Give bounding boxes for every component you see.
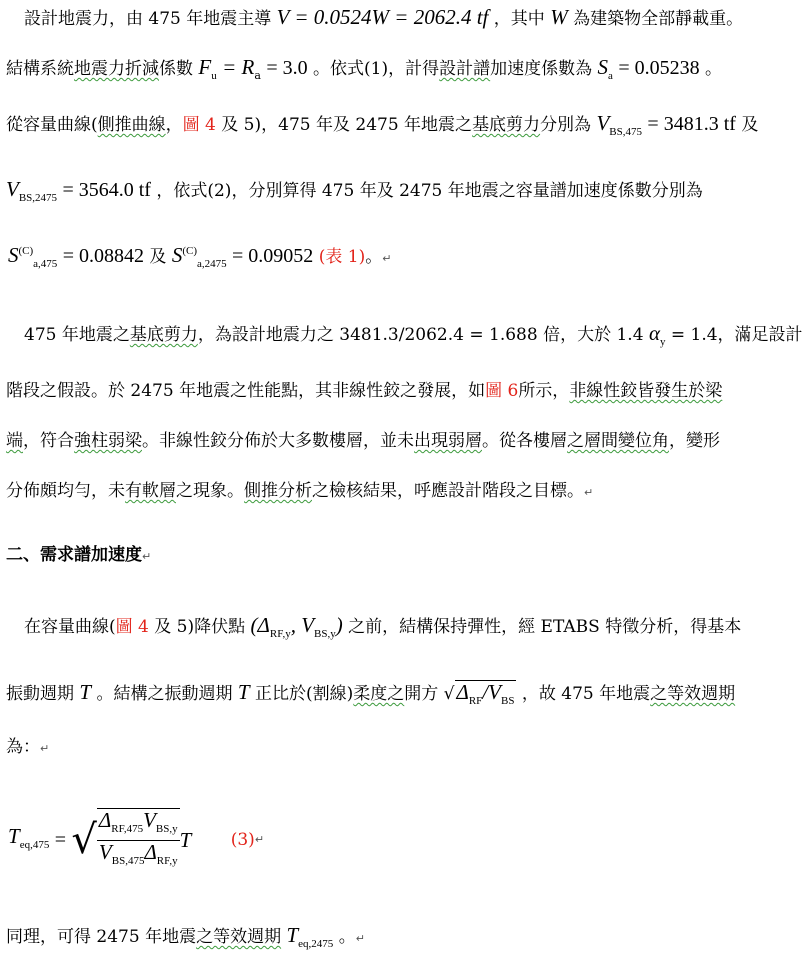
text-span: 。非線性鉸分佈於大多數樓層，並未 [142, 431, 414, 451]
paragraph-line [8, 240, 767, 275]
text-span: 為： [6, 737, 40, 757]
sqrt-expression: $√\Delta_{RF}/V_{BS}$ [444, 684, 517, 704]
text-span: 係數 [159, 59, 193, 79]
math-subscript: BS,2475 [18, 192, 58, 204]
spellcheck-underlined-text: 側推曲線 [97, 115, 166, 135]
equation: = [54, 829, 67, 851]
text-span: 之前，結構保持彈性，經 ETABS 特徵分析，得基本 [348, 617, 742, 637]
spellcheck-underlined-text: 出現弱層 [414, 431, 482, 451]
text-span: 。依式(1)，計得 [313, 59, 440, 79]
math-symbol: T [8, 823, 20, 848]
text-span: 。結構之振動週期 [96, 684, 233, 704]
spellcheck-underlined-text: 基底剪力 [129, 325, 198, 345]
paragraph-mark: ↵ [40, 742, 50, 755]
text-span: 。 [705, 59, 723, 79]
paragraph-line [6, 430, 767, 452]
paragraph-mark: ↵ [254, 833, 265, 846]
text-span: 及 5)降伏點 [154, 617, 246, 637]
text-span: ，變形 [669, 431, 720, 451]
math-symbol: Δ [456, 680, 469, 704]
equation: = 3.0 [266, 57, 308, 79]
paragraph-mark: ↵ [142, 550, 152, 563]
text-span: 。 [365, 247, 383, 267]
math-superscript: (C) [182, 245, 197, 257]
spellcheck-underlined-text: 有軟層 [125, 481, 176, 501]
text-span: 分佈頗均勻，未 [6, 481, 125, 501]
spellcheck-underlined-text: 之等效週期 [196, 927, 282, 947]
paragraph-line [24, 6, 767, 30]
math-subscript: BS,y [314, 628, 336, 640]
paragraph-mark: ↵ [584, 486, 594, 499]
text-span: 在容量曲線( [24, 617, 116, 637]
math-symbol: Δ [98, 808, 112, 832]
spellcheck-underlined-text: 設計譜 [439, 59, 491, 79]
text-span: 之檢核結果，呼應設計階段之目標。 [312, 481, 584, 501]
text-span: 階段之假設。於 2475 年地震之性能點，其非線性鉸之發展，如 [6, 381, 486, 401]
text-span: = 1.4，滿足設計 [670, 325, 803, 345]
math-subscript: eq,2475 [298, 938, 334, 950]
math-symbol: T [179, 828, 192, 852]
text-span: ，為設計地震力之 3481.3/2062.4 = 1.688 倍，大於 1.4 [197, 325, 644, 345]
text-span: 所示， [518, 381, 570, 401]
sqrt-sign: √ [71, 817, 97, 863]
math-symbol: S [8, 243, 19, 267]
figure-reference-link[interactable]: 圖 4 [182, 115, 216, 135]
text-span: 及 [149, 247, 167, 267]
equation-number: (3) [230, 830, 255, 850]
paragraph-line [24, 321, 803, 353]
text-span: 及 [741, 115, 759, 135]
figure-reference-link[interactable]: 圖 4 [115, 617, 149, 637]
paragraph-line [6, 680, 767, 712]
paragraph-line [6, 56, 767, 87]
math-symbol: V [98, 840, 112, 864]
equation: = 0.05238 [618, 57, 700, 79]
math-symbol: V [596, 111, 610, 135]
math-symbol: /V [482, 680, 501, 704]
math-subscript: u [211, 70, 217, 82]
math-subscript: a,2475 [196, 258, 227, 270]
text-span: ， [165, 115, 183, 135]
text-span: 。 [338, 927, 356, 947]
math-subscript: RF [468, 695, 483, 707]
paragraph-mark: ↵ [355, 932, 365, 945]
spellcheck-underlined-text: 基底剪力 [472, 115, 541, 135]
section-heading [6, 544, 767, 568]
text-span: 分別為 [540, 115, 592, 135]
math-symbol: V [143, 808, 156, 832]
math-symbol: S [597, 55, 609, 79]
math-subscript: RF,y [156, 855, 178, 867]
math-subscript: BS [500, 695, 515, 707]
math-symbol: (Δ [250, 613, 270, 637]
math-subscript: RF,475 [111, 823, 144, 835]
paragraph-line [6, 178, 767, 209]
math-subscript: a [254, 69, 261, 82]
paragraph-line [6, 380, 767, 402]
math-subscript: BS,475 [609, 126, 643, 138]
math-subscript: y [659, 336, 666, 348]
math-symbol: α [648, 321, 660, 345]
text-span: 同理，可得 2475 年地震 [6, 927, 197, 947]
math-subscript: BS,y [155, 823, 178, 835]
spellcheck-underlined-text: 側推分析 [244, 481, 312, 501]
paragraph-line [6, 736, 767, 760]
math-subscript: eq,475 [19, 838, 50, 851]
equation: V = 0.0524W = 2062.4 tf [276, 5, 489, 29]
spellcheck-underlined-text: 之層間變位角 [567, 431, 669, 451]
paragraph-mark: ↵ [382, 252, 392, 265]
spellcheck-underlined-text: 柔度之 [353, 684, 405, 704]
equation: = R [222, 55, 255, 79]
text-span: 之現象。 [176, 481, 244, 501]
text-span: 設計地震力，由 475 年地震主導 [24, 9, 272, 29]
paragraph-line [24, 614, 767, 645]
equation: = 0.09052 [232, 245, 314, 267]
math-symbol: F [198, 55, 212, 79]
text-span: 。從各樓層 [482, 431, 567, 451]
text-span: 475 年地震之 [24, 325, 130, 345]
spellcheck-underlined-text: 之等效週期 [650, 684, 736, 704]
math-subscript: a [608, 70, 613, 82]
text-span: ，故 475 年地震 [521, 684, 651, 704]
spellcheck-underlined-text: 強柱弱梁 [74, 431, 142, 451]
math-subscript: RF,y [269, 628, 291, 640]
table-reference-link[interactable]: (表 1) [318, 247, 366, 267]
text-span: 加速度係數為 [490, 59, 593, 79]
equation: = 3564.0 tf [62, 179, 151, 201]
text-span: 正比於(割線) [255, 684, 354, 704]
math-symbol: T [237, 680, 250, 704]
text-span: ，符合 [23, 431, 74, 451]
equation: = 3481.3 tf [647, 113, 736, 135]
text-span: 開方 [404, 684, 439, 704]
paragraph-line [6, 924, 767, 955]
math-symbol: T [79, 680, 92, 704]
math-superscript: (C) [18, 245, 34, 257]
spellcheck-underlined-text: 端 [6, 431, 23, 451]
equation: = 0.08842 [62, 245, 144, 267]
text-span: ，依式(2)，分別算得 475 年及 2475 年地震之容量譜加速度係數分別為 [156, 181, 703, 201]
figure-reference-link[interactable]: 圖 6 [485, 381, 519, 401]
math-symbol: S [171, 243, 183, 267]
text-span: ，其中 [493, 9, 545, 29]
spellcheck-underlined-text: 地震力折減 [74, 59, 159, 79]
paragraph-line [6, 480, 767, 504]
text-span: 結構系統 [6, 59, 74, 79]
math-subscript: a,475 [33, 258, 58, 270]
paragraph-line [6, 112, 767, 143]
math-symbol: W [550, 5, 568, 29]
math-symbol: V [6, 177, 19, 201]
spellcheck-underlined-text: 非線性鉸皆發生於梁 [569, 381, 723, 401]
math-symbol: ) [335, 613, 343, 637]
math-subscript: BS,475 [111, 855, 145, 867]
heading-text: 二、需求譜加速度 [6, 545, 142, 565]
equation-block [8, 808, 767, 878]
text-span: 及 5)，475 年及 2475 年地震之 [221, 115, 473, 135]
math-symbol: Δ [144, 840, 157, 864]
math-symbol: , V [290, 613, 315, 637]
math-symbol: T [286, 923, 299, 947]
text-span: 從容量曲線( [6, 115, 98, 135]
text-span: 振動週期 [6, 684, 74, 704]
text-span: 為建築物全部靜載重。 [573, 9, 744, 29]
